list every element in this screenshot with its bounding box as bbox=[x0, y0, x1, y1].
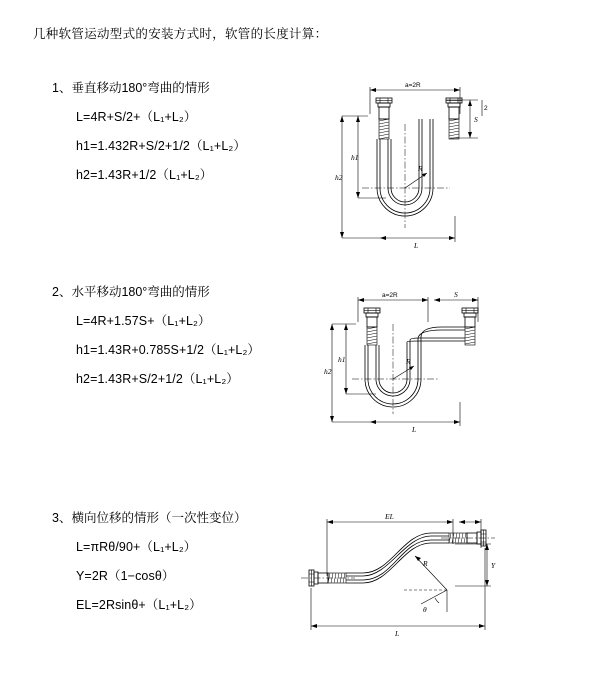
page-title: 几种软管运动型式的安装方式时，软管的长度计算： bbox=[33, 27, 328, 41]
svg-text:2: 2 bbox=[484, 105, 488, 112]
section-1-formula-3: h2=1.43R+1/2（L₁+L₂） bbox=[76, 168, 213, 182]
section-2-text bbox=[52, 282, 302, 387]
section-1-formula-1: L=4R+S/2+（L₁+L₂） bbox=[76, 110, 197, 124]
svg-text:Y: Y bbox=[491, 561, 496, 570]
svg-text:L: L bbox=[395, 629, 400, 638]
svg-text:R: R bbox=[406, 357, 411, 366]
svg-text:S: S bbox=[454, 290, 458, 299]
section-2-formula-3: h2=1.43R+S/2+1/2（L₁+L₂） bbox=[76, 372, 239, 386]
lateral-offset-diagram bbox=[295, 508, 505, 648]
section-1-formula-2: h1=1.432R+S/2+1/2（L₁+L₂） bbox=[76, 139, 246, 153]
svg-text:EL: EL bbox=[385, 512, 394, 521]
svg-text:L: L bbox=[414, 241, 419, 250]
svg-text:h1: h1 bbox=[351, 153, 359, 162]
vertical-180-bend-diagram bbox=[310, 78, 500, 268]
section-3-heading: 3、横向位移的情形（一次性变位） bbox=[52, 511, 247, 525]
svg-text:L: L bbox=[412, 425, 417, 434]
svg-text:S: S bbox=[474, 115, 478, 124]
horizontal-180-bend-diagram bbox=[310, 282, 500, 462]
svg-text:R: R bbox=[418, 164, 423, 173]
section-3-text bbox=[52, 508, 302, 613]
section-3-formula-1: L=πRθ/90+（L₁+L₂） bbox=[76, 540, 197, 554]
svg-text:h2: h2 bbox=[335, 173, 343, 182]
section-1-text bbox=[52, 78, 302, 183]
section-3-formula-2: Y=2R（1−cosθ） bbox=[76, 569, 175, 583]
svg-text:h1: h1 bbox=[338, 355, 346, 364]
svg-text:h2: h2 bbox=[324, 367, 332, 376]
section-2-formula-1: L=4R+1.57S+（L₁+L₂） bbox=[76, 314, 211, 328]
section-2-heading: 2、水平移动180°弯曲的情形 bbox=[52, 285, 210, 299]
svg-text:a=2R: a=2R bbox=[405, 82, 421, 89]
section-1-heading: 1、垂直移动180°弯曲的情形 bbox=[52, 81, 210, 95]
svg-text:R: R bbox=[423, 559, 428, 568]
section-2-formula-2: h1=1.43R+0.785S+1/2（L₁+L₂） bbox=[76, 343, 261, 357]
section-3-formula-3: EL=2Rsinθ+（L₁+L₂） bbox=[76, 598, 202, 612]
svg-text:θ: θ bbox=[423, 605, 427, 614]
svg-text:a=2R: a=2R bbox=[382, 292, 398, 299]
